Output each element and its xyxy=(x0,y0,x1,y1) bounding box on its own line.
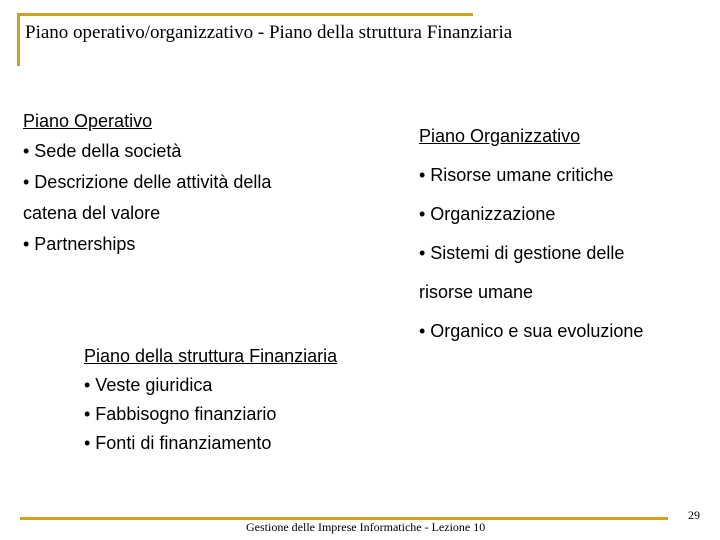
list-item: • Sede della società xyxy=(23,141,182,161)
list-item: • Partnerships xyxy=(23,234,136,254)
list-item: risorse umane xyxy=(419,282,534,302)
list-item: • Risorse umane critiche xyxy=(419,165,614,185)
list-item: • Fabbisogno finanziario xyxy=(84,404,277,424)
organizational-plan-heading: Piano Organizzativo xyxy=(419,126,581,146)
operational-plan-block xyxy=(23,106,271,260)
financial-structure-block xyxy=(84,342,337,458)
list-item: catena del valore xyxy=(23,203,161,223)
list-item: • Veste giuridica xyxy=(84,375,213,395)
operational-plan-heading: Piano Operativo xyxy=(23,111,153,131)
financial-structure-heading: Piano della struttura Finanziaria xyxy=(84,346,338,366)
page-number: 29 xyxy=(688,508,700,522)
list-item: • Organizzazione xyxy=(419,204,556,224)
organizational-plan-block xyxy=(419,117,643,351)
list-item: • Fonti di finanziamento xyxy=(84,433,272,453)
list-item: • Sistemi di gestione delle xyxy=(419,243,625,263)
slide-title: Piano operativo/organizzativo - Piano della struttura Finanziaria xyxy=(25,22,513,43)
list-item: • Organico e sua evoluzione xyxy=(419,321,644,341)
list-item: • Descrizione delle attività della xyxy=(23,172,272,192)
footer-text: Gestione delle Imprese Informatiche - Lezione 10 xyxy=(246,520,486,534)
title-accent-vertical-bar xyxy=(17,13,20,66)
title-accent-horizontal-bar xyxy=(17,13,473,16)
